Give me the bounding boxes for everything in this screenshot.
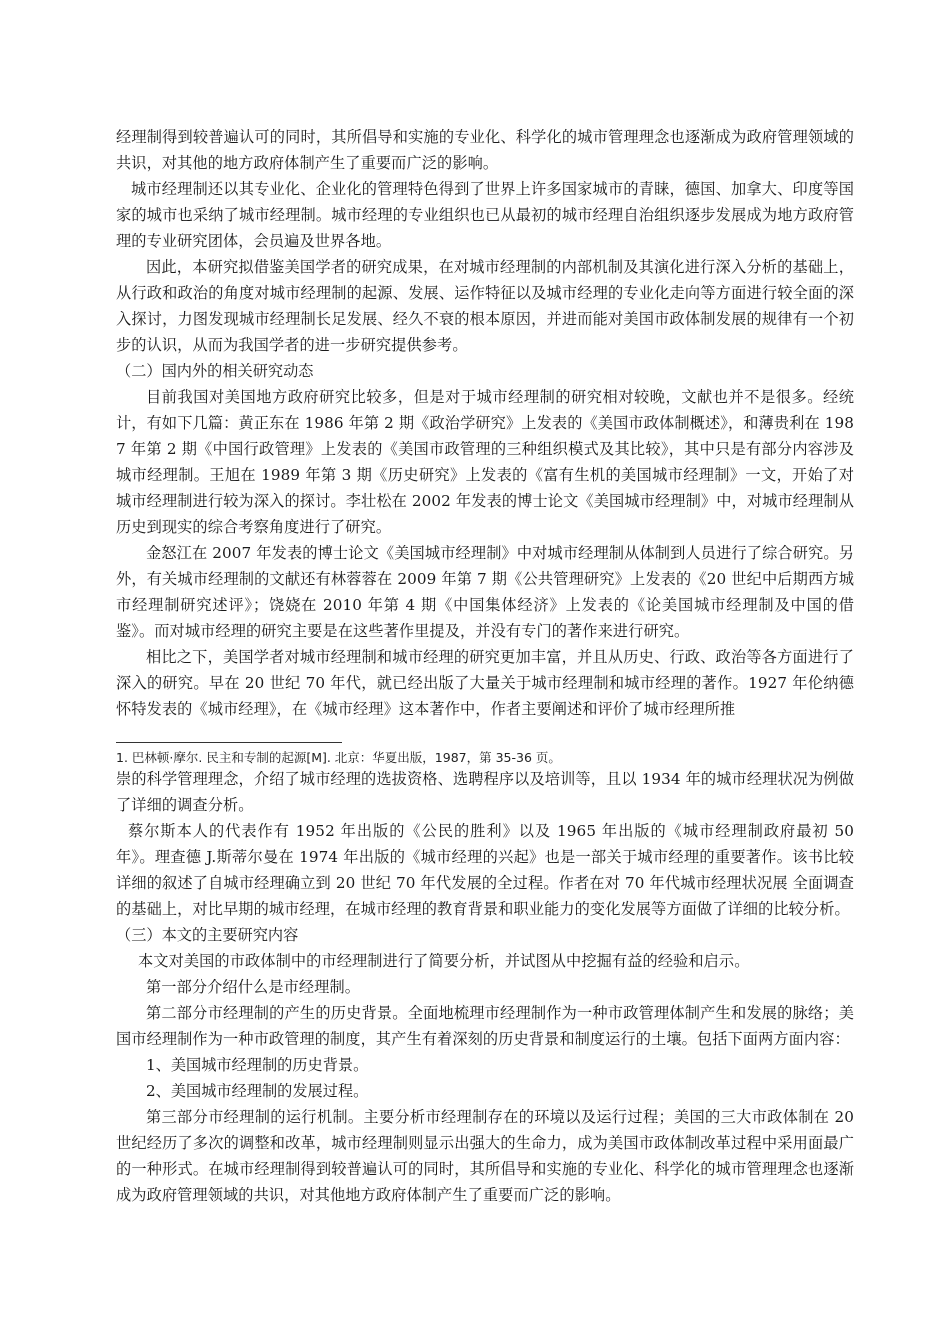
- paragraph: 城市经理制还以其专业化、企业化的管理特色得到了世界上许多国家城市的青睐，德国、加拿大、印度等国家的城市也采纳了城市经理制。城市经理的专业组织也已从最初的城市经理自治组织逐步发展成为地方政府管理的专业研究团体，会员遍及世界各地。: [116, 180, 854, 250]
- paragraph: 第三部分市经理制的运行机制。主要分析市经理制存在的环境以及运行过程；美国的三大市政体制在 20 世纪经历了多次的调整和改革，城市经理制则显示出强大的生命力，成为美国市政体制改革过程中采用面最广的一种形式。在城市经理制得到较普遍认可的同时，其所倡导和实施的专业化、科学化的城市管理理念也逐渐成为政府管理领域的共识，对其他地方政府体制产生了重要而广泛的影响。: [116, 1108, 854, 1204]
- paragraph: 金怒江在 2007 年发表的博士论文《美国城市经理制》中对城市经理制从体制到人员进行了综合研究。另外，有关城市经理制的文献还有林蓉蓉在 2009 年第 7 期《公共管理研究》上发表的《20 世纪中后期西方城市经理制研究述评》；饶娆在 2010 年第 4 期《中国集体经济》上发表的《论美国城市经理制及中国的借鉴》。而对城市经理的研究主要是在这些著作里提及，并没有专门的著作来进行研究。: [116, 544, 854, 640]
- paragraph: 第一部分介绍什么是市经理制。: [146, 978, 361, 996]
- list-item: 2、美国城市经理制的发展过程。: [146, 1082, 369, 1100]
- footnote-area: [116, 742, 854, 766]
- paragraph: 蔡尔斯本人的代表作有 1952 年出版的《公民的胜利》以及 1965 年出版的《城市经理制政府最初 50 年》。理查德 J.斯蒂尔曼在 1974 年出版的《城市经理的兴起》也是一部关于城市经理的重要著作。该书比较详细的叙述了自城市经理确立到 20 世纪 70 年代发展的全过程。作者在对 70 年代城市经理状况展 全面调查的基础上，对比早期的城市经理，在城市经理的教育背景和职业能力的变化发展等方面做了详细的比较分析。: [116, 822, 854, 918]
- footnote: 1. 巴林顿·摩尔. 民主和专制的起源[M]. 北京：华夏出版，1987，第 35-36 页。: [116, 750, 561, 765]
- list-item: 1、美国城市经理制的历史背景。: [146, 1056, 369, 1074]
- paragraph: 相比之下，美国学者对城市经理制和城市经理的研究更加丰富，并且从历史、行政、政治等各方面进行了深入的研究。早在 20 世纪 70 年代，就已经出版了大量关于城市经理制和城市经理的著作。1927 年伦纳德怀特发表的《城市经理》，在《城市经理》这本著作中，作者主要阐述和评价了城市经理所推: [116, 648, 854, 718]
- paragraph: 经理制得到较普遍认可的同时，其所倡导和实施的专业化、科学化的城市管理理念也逐渐成为政府管理领域的共识，对其他的地方政府体制产生了重要而广泛的影响。: [116, 128, 854, 172]
- paragraph: 目前我国对美国地方政府研究比较多，但是对于城市经理制的研究相对较晚，文献也并不是很多。经统计，有如下几篇：黄正东在 1986 年第 2 期《政治学研究》上发表的《美国市政体制概述》，和薄贵利在 1987 年第 2 期《中国行政管理》上发表的《美国市政管理的三种组织模式及其比较》，其中只是有部分内容涉及城市经理制。王旭在 1989 年第 3 期《历史研究》上发表的《富有生机的美国城市经理制》一文，开始了对城市经理制进行较为深入的探讨。李壮松在 2002 年发表的博士论文《美国城市经理制》中，对城市经理制从历史到现实的综合考察角度进行了研究。: [116, 388, 854, 536]
- document-page: [116, 124, 854, 1208]
- paragraph: 第二部分市经理制的产生的历史背景。全面地梳理市经理制作为一种市政管理体制产生和发展的脉络；美国市经理制作为一种市政管理的制度，其产生有着深刻的历史背景和制度运行的土壤。包括下面两方面内容：: [116, 1004, 854, 1048]
- paragraph: 崇的科学管理理念，介绍了城市经理的选拔资格、选聘程序以及培训等，且以 1934 年的城市经理状况为例做了详细的调查分析。: [116, 770, 854, 814]
- section-heading: （三）本文的主要研究内容: [116, 926, 299, 944]
- section-heading: （二）国内外的相关研究动态: [116, 362, 314, 380]
- footnote-separator: [116, 742, 342, 743]
- paragraph: 因此，本研究拟借鉴美国学者的研究成果，在对城市经理制的内部机制及其演化进行深入分析的基础上，从行政和政治的角度对城市经理制的起源、发展、运作特征以及城市经理的专业化走向等方面进行较全面的深入探讨，力图发现城市经理制长足发展、经久不衰的根本原因，并进而能对美国市政体制发展的规律有一个初步的认识，从而为我国学者的进一步研究提供参考。: [116, 258, 854, 354]
- paragraph: 本文对美国的市政体制中的市经理制进行了简要分析，并试图从中挖掘有益的经验和启示。: [138, 952, 750, 970]
